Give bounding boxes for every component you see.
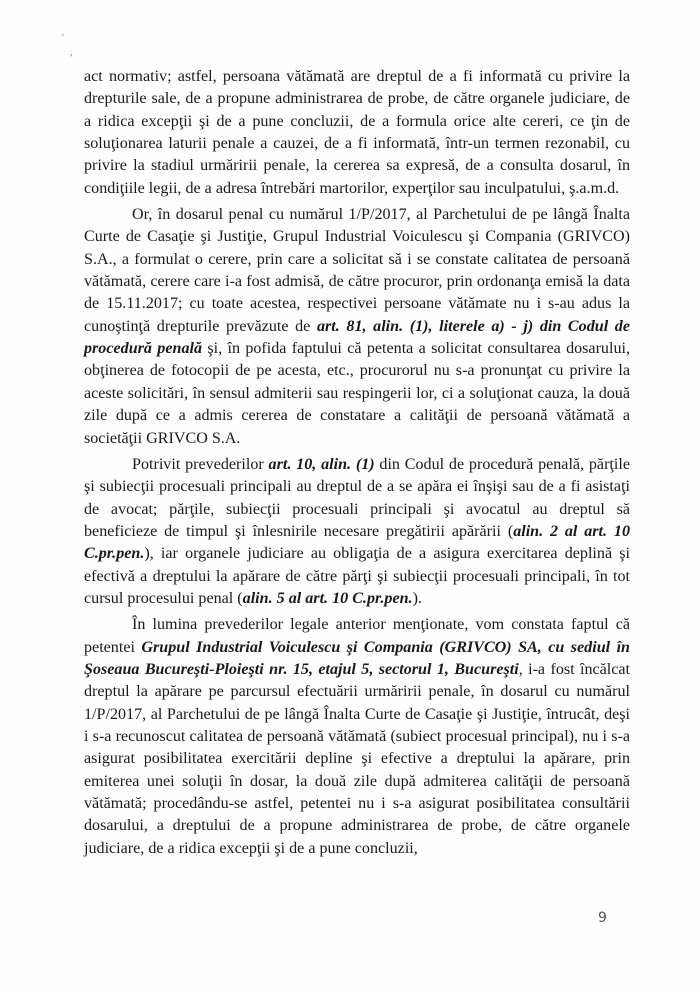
legal-reference: alin. 2 al art. 10 C.pr.pen. <box>84 522 630 563</box>
paragraph-text: act normativ; astfel, persoana vătămată are dreptul de a fi informată cu privire la drepturile sale, de a propune administrarea de probe, de către organele judiciare, de a ridica excepţii şi de a pune concluzii, de a formula orice alte cereri, ce ţin de soluţionarea laturii penale a cauzei, de a fi informată, într-un termen rezonabil, cu privire la stadiul urmăririi penale, la cererea sa expresă, de a consulta dosarul, în condiţiile legii, de a adresa întrebări martorilor, experţilor sau inculpatului, ş.a.m.d. <box>84 68 630 197</box>
legal-reference: art. 10, alin. (1) <box>268 455 375 473</box>
document-body <box>84 66 630 860</box>
paragraph-conclusion <box>84 614 630 860</box>
paragraph-legal-basis <box>84 454 630 610</box>
paragraph-text: În lumina prevederilor legale anterior menţionate, vom constata faptul că petentei <box>84 616 630 656</box>
paragraph-text: Or, în dosarul penal cu numărul 1/P/2017, al Parchetului de pe lângă Înalta Curte de Casaţie şi Justiţie, Grupul Industrial Voiculescu şi Compania (GRIVCO) S.A., a formulat o cerere, prin care a solicitat să i se constate calitatea de persoană vătămată, cerere care i-a fost admisă, de către procuror, prin ordonanţa emisă la data de 15.11.2017; cu toate acestea, respectivei persoane vătămate nu i s-au adus la cunoştinţă drepturile prevăzute de <box>84 206 630 335</box>
petitioner-name: Grupul Industrial Voiculescu şi Compania (GRIVCO) SA, cu sediul în Şoseaua Bucureşti-Ploieşti nr. 15, etajul 5, sectorul 1, Bucureşti <box>84 638 630 678</box>
paragraph-text: Potrivit prevederilor <box>132 455 269 473</box>
paragraph-continuation <box>84 66 630 200</box>
paragraph-text: din Codul de procedură penală, părţile şi subiecţii procesuali principali au dreptul de a se apăra ei înşişi sau de a fi asistaţi de avocat; părţile, subiecţii procesuali principali şi avocatul au dreptul să beneficieze de timpul şi înlesnirile necesare pregătirii apărării ( <box>84 455 630 540</box>
paragraph-text: ), iar organele judiciare au obligaţia de a asigura exercitarea deplină şi efectivă a dreptului la apărare de către părţi şi subiecţii procesuali principali, în tot cursul procesului penal ( <box>84 545 630 607</box>
legal-reference: alin. 5 al art. 10 C.pr.pen. <box>242 589 413 607</box>
paragraph-text: , i-a fost încălcat dreptul la apărare pe parcursul efectuării urmăririi penale, în dosarul cu numărul 1/P/2017, al Parchetului de pe lângă Înalta Curte de Casaţie şi Justiţie, întrucât, deşi i s-a recunoscut calitatea de persoană vătămată (subiect procesual principal), nu i s-a asigurat posibilitatea exercitării depline şi efective a dreptului la apărare, prin emiterea unei soluţii în dosar, la două zile după admiterea calităţii de persoană vătămată; procedându-se astfel, petentei nu i s-a asigurat posibilitatea consultării dosarului, a dreptului de a propune administrarea de probe, de către organele judiciare, de a ridica excepţii şi de a pune concluzii, <box>84 660 631 857</box>
legal-reference: art. 81, alin. (1), literele a) - j) din Codul de procedură penală <box>84 317 630 358</box>
paragraph-text: şi, în pofida faptului că petenta a solicitat consultarea dosarului, obţinerea de fotocopii de pe acesta, etc., procurorul nu s-a pronunţat cu privire la aceste solicitări, în sensul admiterii sau respingerii lor, ci a soluţionat cauza, la două zile după ce a admis cererea de constatare a calităţii de persoană vătămată a societăţii GRIVCO S.A. <box>84 340 630 447</box>
paragraph-text: ). <box>412 589 422 607</box>
scan-mark: , <box>70 47 73 58</box>
scan-mark: ' <box>62 33 64 44</box>
page-number: 9 <box>598 910 607 926</box>
paragraph-case-facts <box>84 204 630 450</box>
